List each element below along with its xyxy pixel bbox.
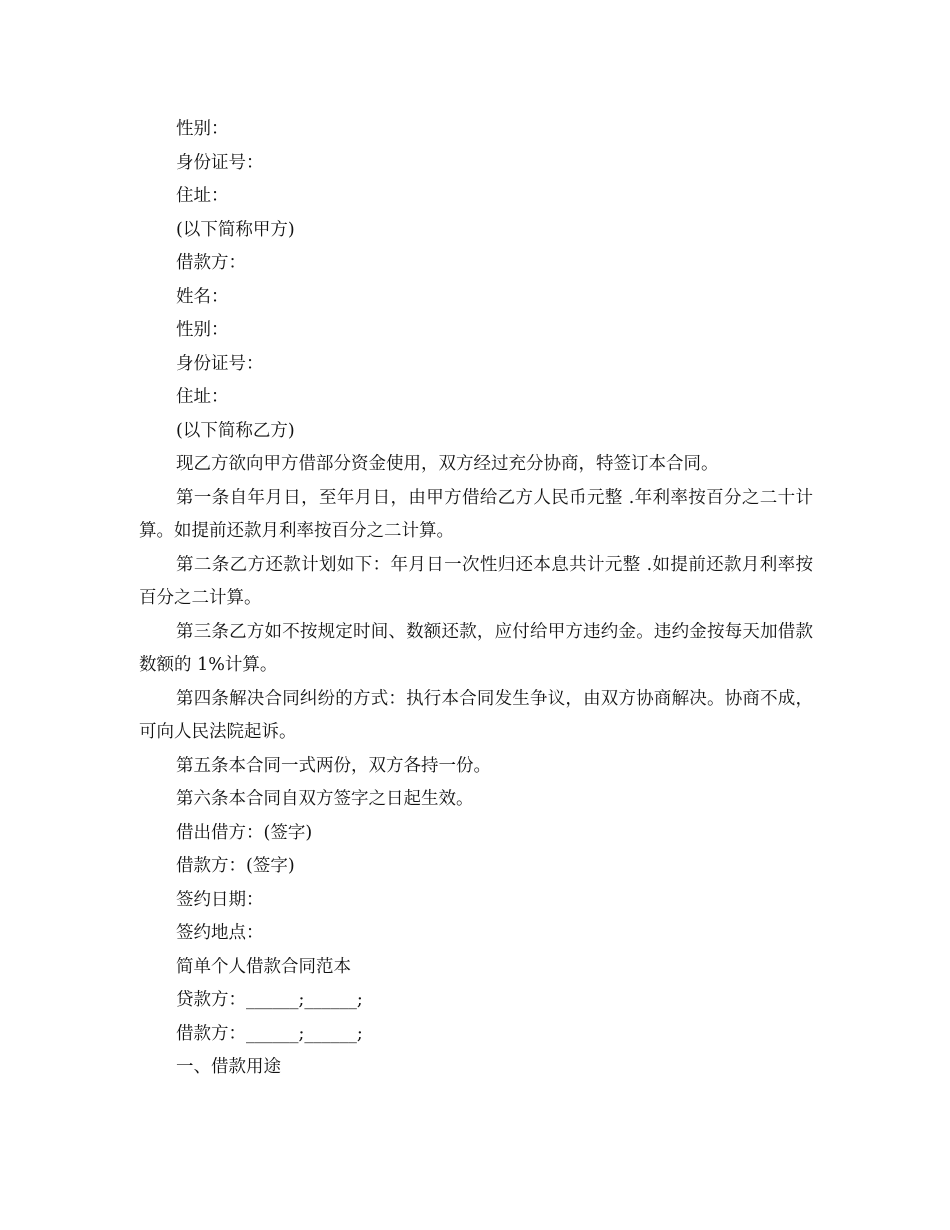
article-1: 第一条自年月日，至年月日，由甲方借给乙方人民币元整 .年利率按百分之二十计算。如提前还款月利率按百分之二计算。: [139, 487, 813, 541]
article-4: 第四条解决合同纠纷的方式：执行本合同发生争议，由双方协商解决。协商不成，可向人民法院起诉。: [139, 688, 813, 742]
preamble-text: 现乙方欲向甲方借部分资金使用，双方经过充分协商，特签订本合同。: [176, 454, 719, 474]
gender-label-borrower: 性别：: [176, 320, 229, 340]
article-2: 第二条乙方还款计划如下：年月日一次性归还本息共计元整 .如提前还款月利率按百分之二计算。: [139, 554, 813, 608]
gender-label-lender: 性别：: [176, 119, 229, 139]
section-1-heading: 一、借款用途: [176, 1057, 281, 1077]
document-body: [139, 113, 813, 1085]
borrower-heading: 借款方：: [176, 253, 246, 273]
id-number-label-lender: 身份证号：: [176, 152, 264, 173]
article-3: 第三条乙方如不按规定时间、数额还款，应付给甲方违约金。违约金按每天加借款数额的 1%计算。: [139, 621, 813, 675]
lender-signature-line: 借出借方：(签字): [176, 822, 313, 843]
article-5: 第五条本合同一式两份，双方各持一份。: [176, 755, 491, 776]
address-label-lender: 住址：: [176, 186, 229, 206]
party-b-note: (以下简称乙方): [176, 420, 295, 441]
party-a-note: (以下简称甲方): [176, 219, 295, 240]
signing-place-label: 签约地点：: [176, 923, 264, 943]
template-title: 简单个人借款合同范本: [176, 956, 351, 977]
address-label-borrower: 住址：: [176, 387, 229, 407]
id-number-label-borrower: 身份证号：: [176, 353, 264, 374]
article-6: 第六条本合同自双方签字之日起生效。: [176, 789, 474, 809]
name-label-borrower: 姓名：: [176, 286, 229, 307]
borrower-fill-line: 借款方：______;______;: [176, 1023, 363, 1044]
lender-fill-line: 贷款方：______;______;: [176, 990, 363, 1010]
borrower-signature-line: 借款方：(签字): [176, 856, 295, 876]
signing-date-label: 签约日期：: [176, 889, 264, 910]
